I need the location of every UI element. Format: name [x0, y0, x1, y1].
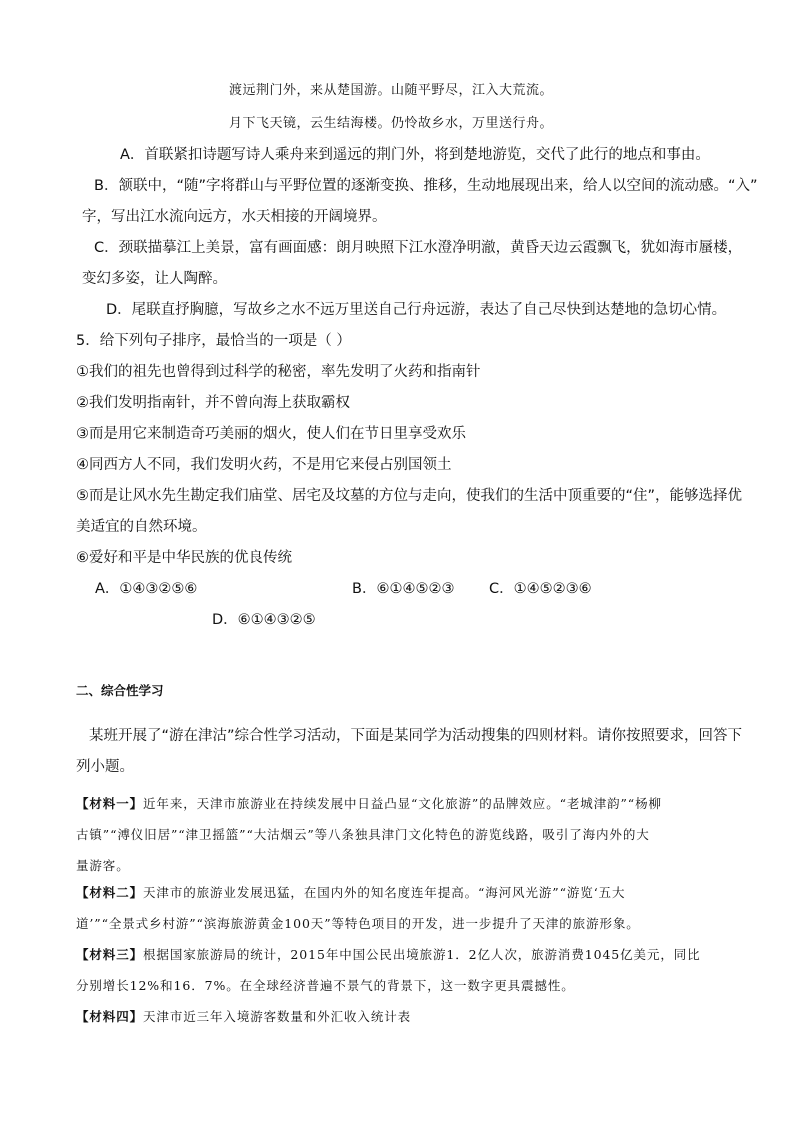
q4-option-d: D．尾联直抒胸臆，写故乡之水不远万里送自己行舟远游，表达了自己尽快到达楚地的急切心情。	[106, 302, 727, 318]
material-4-label: 【材料四】	[76, 1009, 144, 1024]
material-1-label: 【材料一】	[76, 796, 144, 811]
q5-sentence-3: ③而是用它来制造奇巧美丽的烟火，使人们在节日里享受欢乐	[76, 426, 466, 442]
q4-option-a: A．首联紧扣诗题写诗人乘舟来到遥远的荆门外，将到楚地游览，交代了此行的地点和事由。	[120, 147, 710, 163]
q5-option-c: C．①④⑤②③⑥	[489, 581, 592, 597]
q5-sentence-2: ②我们发明指南针，并不曾向海上获取霸权	[76, 395, 350, 411]
q5-sentence-4: ④同西方人不同，我们发明火药，不是用它来侵占别国领土	[76, 457, 452, 473]
q4-option-b-cont: 字，写出江水流向远方，水天相接的开阔境界。	[82, 209, 387, 225]
q5-sentence-6: ⑥爱好和平是中华民族的优良传统	[76, 550, 292, 566]
material-1-line-1	[76, 794, 662, 814]
q5-sentence-1: ①我们的祖先也曾得到过科学的秘密，率先发明了火药和指南针	[76, 364, 481, 380]
material-4-text: 天津市近三年入境游客数量和外汇收入统计表	[143, 1009, 412, 1024]
activity-intro: 某班开展了“游在津沽”综合性学习活动，下面是某同学为活动搜集的四则材料。请你按照要求，回答下	[89, 728, 743, 744]
q5-stem: 5．给下列句子排序，最恰当的一项是（ ）	[76, 333, 351, 349]
material-1-line-3: 量游客。	[76, 858, 130, 873]
q4-option-b: B．颔联中，“随”字将群山与平野位置的逐渐变换、推移，生动地展现出来，给人以空间的流动感。“入”	[94, 178, 758, 194]
material-2-label: 【材料二】	[76, 885, 144, 900]
material-1-line-2: 古镇”“溥仪旧居”“津卫摇篮”“大沽烟云”等八条独具津门文化特色的游览线路，吸引了海内外的大	[76, 827, 650, 842]
q5-sentence-5-cont: 美适宜的自然环境。	[76, 519, 207, 535]
activity-intro-cont: 列小题。	[76, 759, 134, 775]
material-3-line-2: 分别增长12%和16．7%。在全球经济普遍不景气的背景下，这一数字更具震撼性。	[76, 978, 575, 993]
poem-line-1: 渡远荆门外，来从楚国游。山随平野尽，江入大荒流。	[229, 83, 554, 98]
q4-option-c: C．颈联描摹江上美景，富有画面感：朗月映照下江水澄净明澈，黄昏天边云霞飘飞，犹如海市蜃楼，	[94, 240, 743, 256]
q4-option-c-cont: 变幻多姿，让人陶醉。	[82, 271, 227, 287]
section-heading: 二、综合性学习	[76, 683, 164, 698]
material-3-text: 根据国家旅游局的统计，2015年中国公民出境旅游1．2亿人次，旅游消费1045亿美元，同比	[143, 947, 701, 962]
poem-line-2: 月下飞天镜，云生结海楼。仍怜故乡水，万里送行舟。	[229, 116, 554, 131]
material-3-label: 【材料三】	[76, 947, 144, 962]
material-2-text: 天津市的旅游业发展迅猛，在国内外的知名度连年提高。“海河风光游”“游览‘五大	[143, 885, 626, 900]
material-1-text: 近年来，天津市旅游业在持续发展中日益凸显“文化旅游”的品牌效应。“老城津韵”“杨柳	[143, 796, 662, 811]
q5-option-b: B．⑥①④⑤②③	[352, 581, 455, 597]
q5-sentence-5: ⑤而是让风水先生勘定我们庙堂、居宅及坟墓的方位与走向，使我们的生活中顶重要的“住”，能够选择优	[76, 488, 743, 504]
q5-option-a: A．①④③②⑤⑥	[95, 581, 198, 597]
material-2-line-2: 道’”“全景式乡村游”“滨海旅游黄金100天”等特色项目的开发，进一步提升了天津的旅游形象。	[76, 916, 640, 931]
q5-option-d: D．⑥①④③②⑤	[212, 612, 316, 628]
material-4-line-1	[76, 1007, 411, 1027]
material-2-line-1	[76, 883, 625, 903]
material-3-line-1	[76, 945, 701, 965]
